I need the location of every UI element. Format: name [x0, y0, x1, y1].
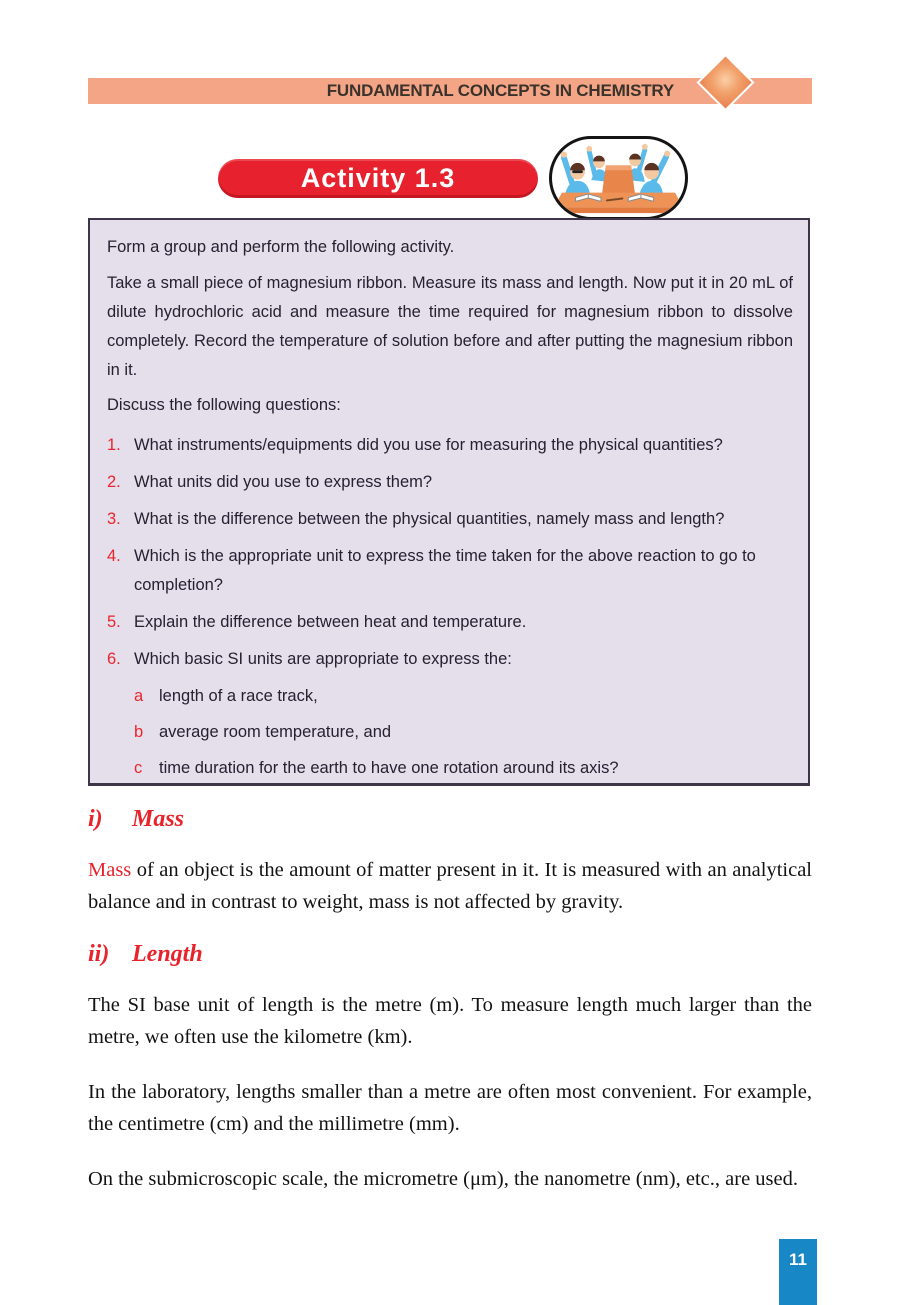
subquestion-item: [134, 682, 793, 711]
length-paragraph-1: The SI base unit of length is the metre (m). To measure length much larger than the metre, we often use the kilometre (km).: [88, 994, 812, 1048]
question-item: [107, 608, 793, 637]
question-text: What units did you use to express them?: [134, 473, 433, 491]
diamond-icon: [697, 54, 755, 112]
question-item: [107, 505, 793, 534]
question-number: 3.: [107, 510, 121, 528]
subquestion-text: average room temperature, and: [159, 723, 392, 741]
question-item: [107, 431, 793, 460]
question-number: 5.: [107, 613, 121, 631]
question-item: [107, 645, 793, 674]
section-heading-length: [88, 941, 812, 968]
activity-badge: [218, 159, 538, 198]
subquestion-letter: a: [134, 687, 144, 705]
question-number: 1.: [107, 436, 121, 454]
section-number: i): [88, 806, 103, 832]
question-text: Which basic SI units are appropriate to express the:: [134, 650, 512, 668]
subquestion-item: [134, 754, 793, 783]
question-item: [107, 542, 793, 600]
mass-paragraph: Mass of an object is the amount of matter present in it. It is measured with an analytical balance and in contrast to weight, mass is not affected by gravity.: [88, 859, 812, 913]
subquestion-letter: c: [134, 759, 143, 777]
subquestion-letter: b: [134, 723, 144, 741]
activity-body: Take a small piece of magnesium ribbon. Measure its mass and length. Now put it in 20 mL of dilute hydrochloric acid and measure the time required for magnesium ribbon to dissolve completely. Record the temperature of solution before and after putting the magnesium ribbon in it.: [107, 274, 793, 379]
question-text: What instruments/equipments did you use for measuring the physical quantities?: [134, 436, 723, 454]
length-paragraph-2: In the laboratory, lengths smaller than a metre are often most convenient. For example, the centimetre (cm) and the millimetre (mm).: [88, 1081, 812, 1135]
mass-lead-word: Mass: [88, 859, 132, 881]
chapter-title: FUNDAMENTAL CONCEPTS IN CHEMISTRY: [326, 81, 674, 100]
question-number: 2.: [107, 473, 121, 491]
section-title: Mass: [132, 806, 185, 832]
question-text: What is the difference between the physical quantities, namely mass and length?: [134, 510, 725, 528]
activity-discuss-label: Discuss the following questions:: [107, 396, 341, 414]
subquestion-text: length of a race track,: [159, 687, 318, 705]
activity-intro: Form a group and perform the following activity.: [107, 238, 455, 256]
students-illustration-frame: [549, 136, 688, 220]
section-title: Length: [132, 941, 203, 967]
subquestion-item: [134, 718, 793, 747]
section-heading-mass: [88, 806, 812, 833]
question-number: 4.: [107, 547, 121, 565]
question-text: Which is the appropriate unit to express the time taken for the above reaction to go to completion?: [134, 547, 756, 594]
subquestion-text: time duration for the earth to have one rotation around its axis?: [159, 759, 619, 777]
section-number: ii): [88, 941, 110, 967]
question-number: 6.: [107, 650, 121, 668]
question-text: Explain the difference between heat and temperature.: [134, 613, 527, 631]
chapter-header-bar: [88, 78, 812, 104]
question-item: [107, 468, 793, 497]
activity-badge-label: Activity 1.3: [300, 163, 456, 193]
students-illustration: [552, 139, 685, 217]
activity-box: [88, 218, 810, 786]
main-content: [88, 806, 812, 1218]
page-number-badge: [779, 1239, 817, 1305]
page-number: 11: [789, 1250, 807, 1269]
length-paragraph-3: On the submicroscopic scale, the micrometre (μm), the nanometre (nm), etc., are used.: [88, 1168, 799, 1190]
